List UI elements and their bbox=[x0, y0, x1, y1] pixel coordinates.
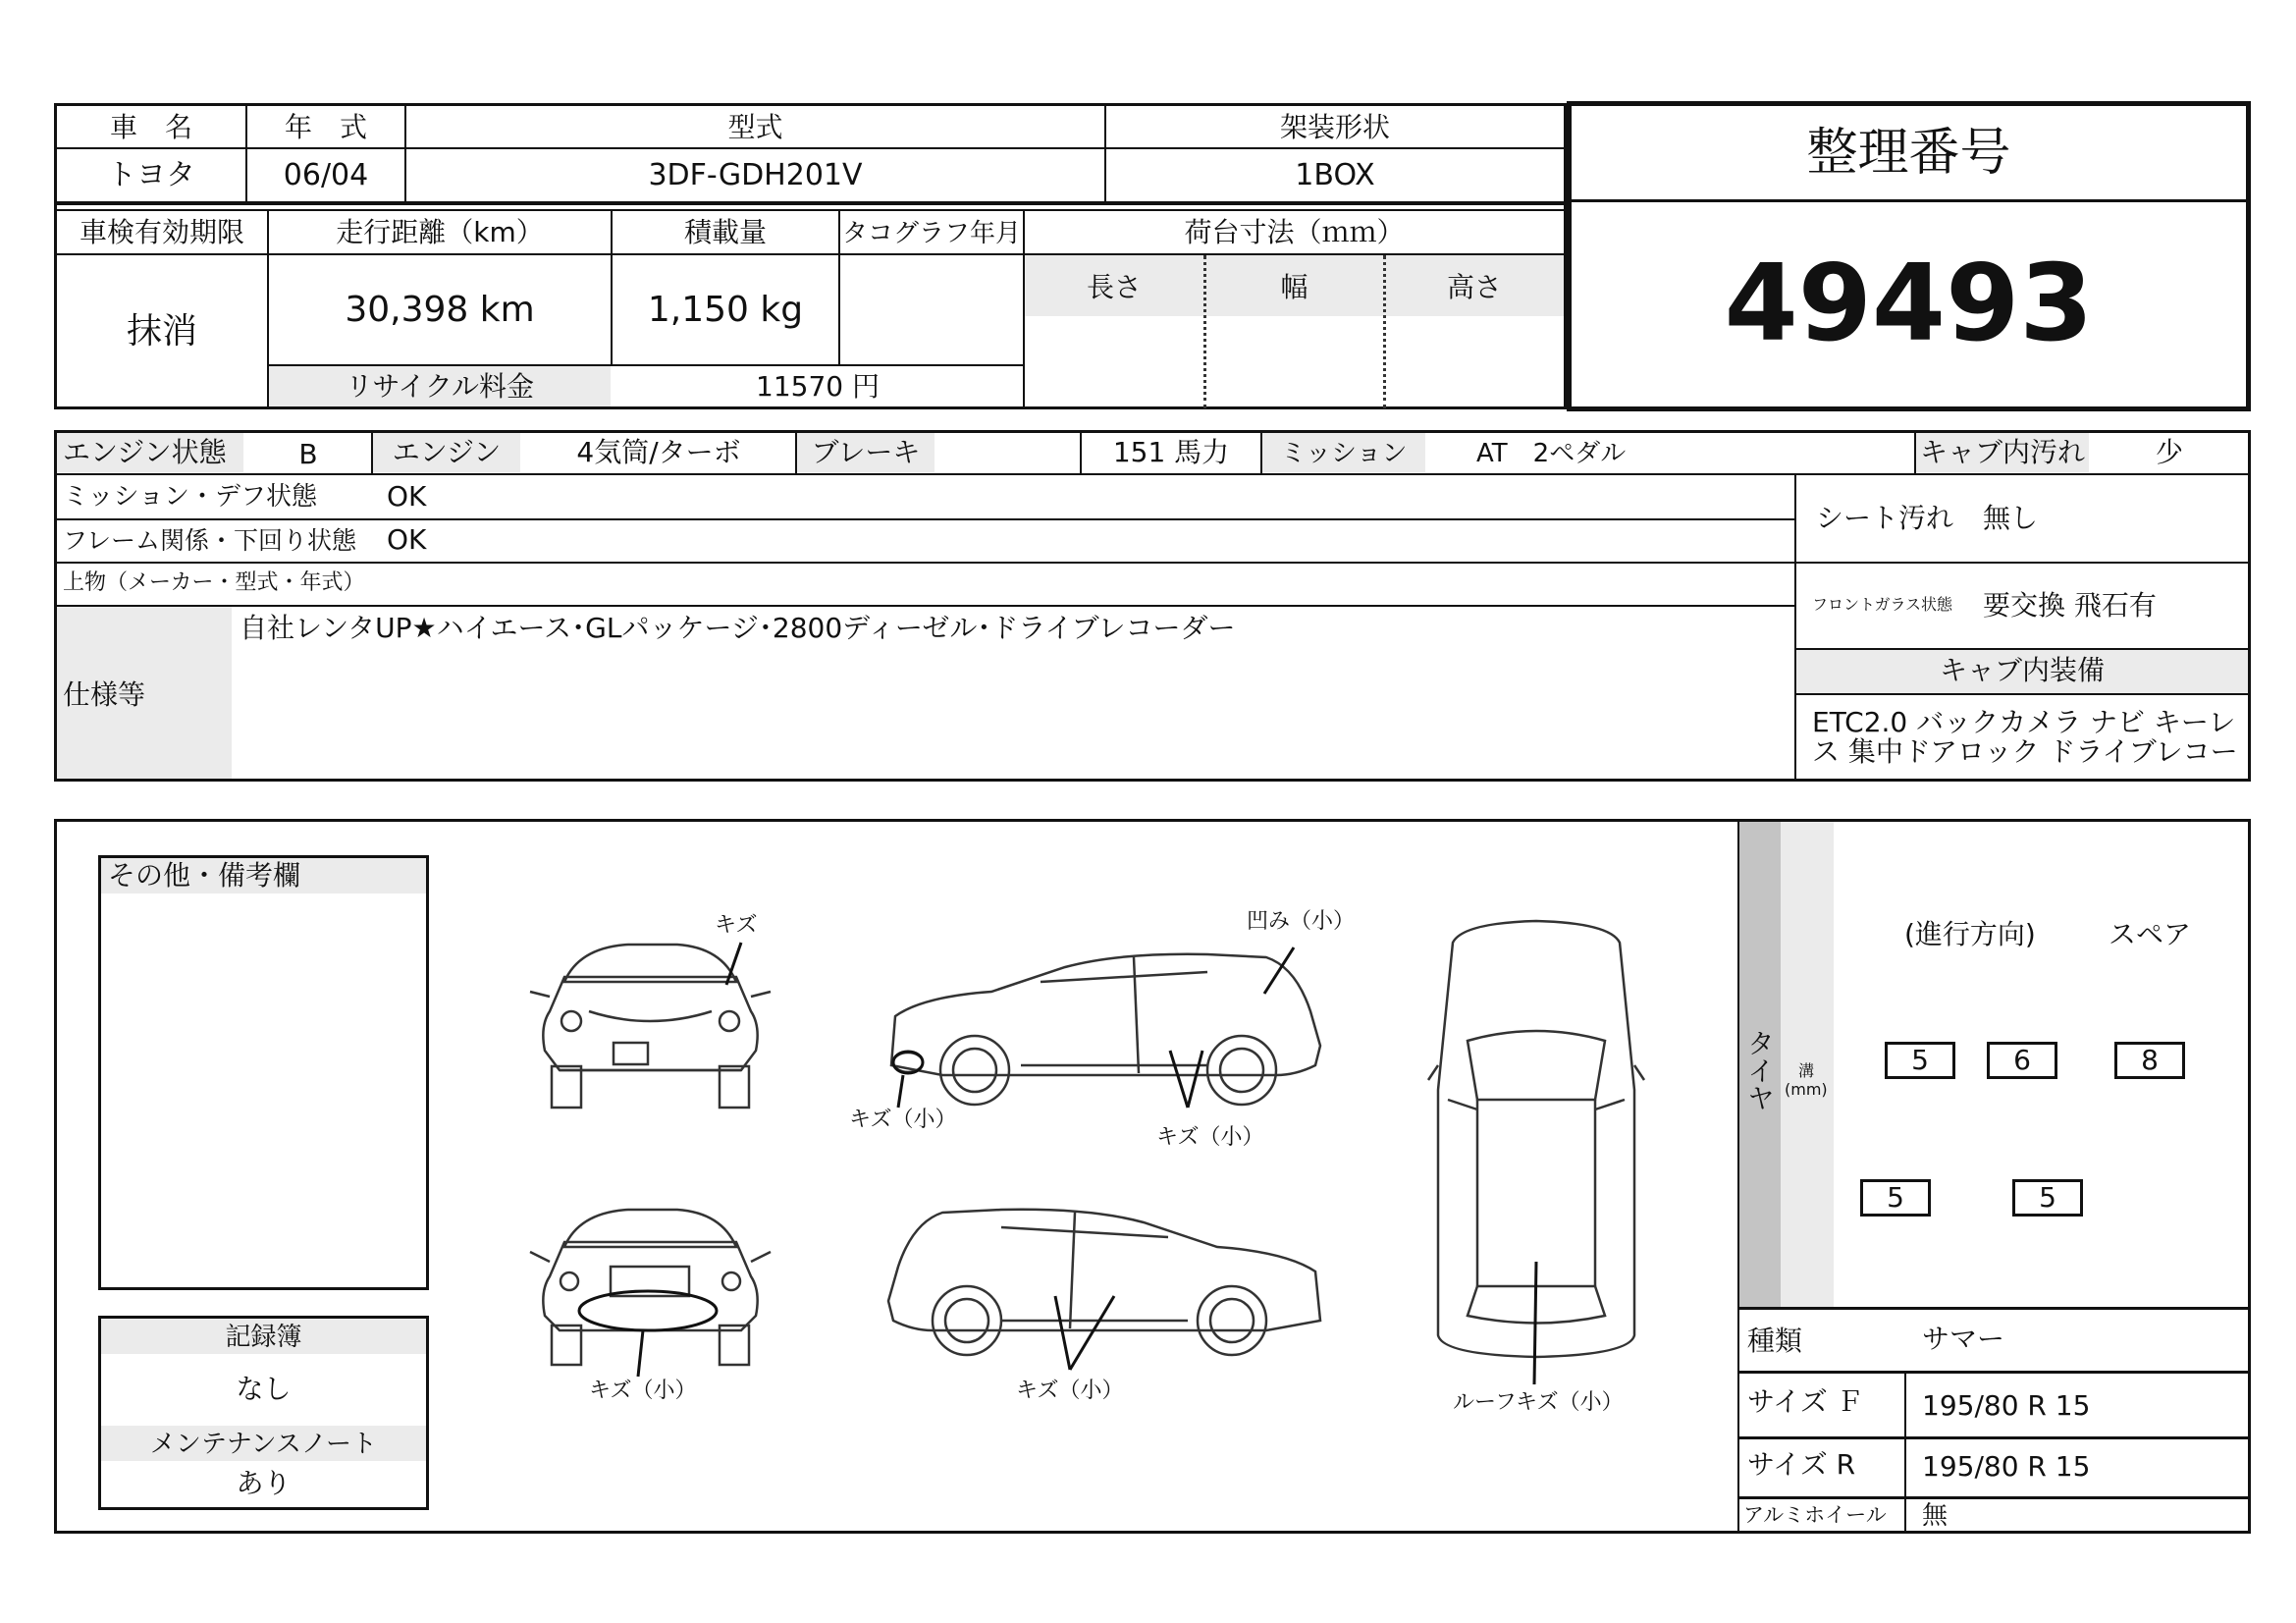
cargo-dim-label: 荷台寸法（ｍｍ） bbox=[1184, 216, 1405, 248]
windshield-value: 要交換 飛石有 bbox=[1983, 589, 2157, 622]
cab-dirt-label: キャブ内汚れ bbox=[1919, 436, 2085, 468]
load-value: 1,150 kg bbox=[647, 290, 804, 330]
year-label: 年 式 bbox=[284, 111, 367, 143]
spec-value: 自社レンタUP★ハイエース･GLパッケージ･2800ディーゼル･ドライブレコーダー bbox=[240, 612, 1236, 644]
frame-value: OK bbox=[387, 523, 427, 556]
engine-value: 4気筒/ターボ bbox=[576, 436, 741, 468]
remarks-label: その他・備考欄 bbox=[108, 859, 301, 892]
cab-equip-label: キャブ内装備 bbox=[1939, 654, 2105, 686]
tire-spare: 8 bbox=[2114, 1042, 2185, 1079]
damage-side-top-front-label: キズ（小） bbox=[849, 1108, 957, 1132]
divider bbox=[1737, 1371, 2251, 1374]
tire-alloy-label: アルミホイール bbox=[1743, 1503, 1887, 1527]
rear-view-car bbox=[530, 1210, 771, 1365]
divider bbox=[1737, 1436, 2251, 1439]
maint-label: メンテナンスノート bbox=[149, 1430, 378, 1459]
year-value: 06/04 bbox=[283, 158, 369, 192]
mission-value: AT 2ペダル bbox=[1476, 439, 1627, 468]
model-label: 型式 bbox=[727, 111, 783, 143]
mission-label: ミッション bbox=[1280, 439, 1408, 468]
car-name-value: トヨタ bbox=[107, 158, 195, 192]
cab-equip-line1: ETC2.0 バックカメラ ナビ キーレ bbox=[1812, 706, 2236, 738]
engine-state-value: B bbox=[298, 438, 318, 470]
horsepower-value: 151 馬力 bbox=[1112, 436, 1230, 468]
brake-label: ブレーキ bbox=[811, 436, 921, 468]
inspection-value: 抹消 bbox=[126, 311, 197, 352]
mission-diff-value: OK bbox=[387, 480, 427, 513]
divider bbox=[1737, 1496, 2251, 1499]
damage-front-label: キズ bbox=[715, 913, 758, 938]
damage-side-top-door-label: キズ（小） bbox=[1156, 1125, 1264, 1150]
engine-state-label: エンジン状態 bbox=[63, 436, 227, 468]
length-label: 長さ bbox=[1086, 271, 1142, 303]
side-view-car-top bbox=[891, 954, 1320, 1105]
side-view-car-bottom bbox=[888, 1210, 1320, 1355]
reference-label: 整理番号 bbox=[1806, 124, 2011, 183]
tire-rear-right: 5 bbox=[2012, 1179, 2083, 1217]
spec-label: 仕様等 bbox=[63, 678, 146, 711]
width-label: 幅 bbox=[1280, 271, 1308, 303]
damage-side-bottom-door-label: キズ（小） bbox=[1016, 1379, 1124, 1403]
damage-side-top-right-label: 凹み（小） bbox=[1247, 909, 1356, 934]
tire-type-label: 種類 bbox=[1747, 1325, 1803, 1357]
reference-number: 49493 bbox=[1724, 243, 2094, 365]
body-value: 1BOX bbox=[1295, 158, 1375, 192]
damage-roof-label: ルーフキズ（小） bbox=[1453, 1390, 1624, 1415]
engine-label: エンジン bbox=[392, 436, 502, 468]
front-view-car bbox=[530, 945, 771, 1108]
cab-equip-line2: ス 集中ドアロック ドライブレコー bbox=[1812, 735, 2238, 768]
tire-label: タイヤ bbox=[1743, 1029, 1776, 1111]
recycle-label: リサイクル料金 bbox=[345, 370, 535, 403]
maint-value: あり bbox=[236, 1467, 292, 1499]
mileage-value: 30,398 km bbox=[345, 290, 535, 330]
record-label: 記録簿 bbox=[225, 1323, 302, 1352]
tachograph-label: タコグラフ年月 bbox=[841, 219, 1021, 248]
frame-label: フレーム関係・下回り状態 bbox=[63, 526, 357, 555]
mission-diff-label: ミッション・デフ状態 bbox=[63, 482, 317, 512]
tire-spare-label: スペア bbox=[2109, 918, 2192, 950]
tire-type-value: サマー bbox=[1922, 1323, 2005, 1355]
tire-size-r-value: 195/80 R 15 bbox=[1922, 1450, 2091, 1483]
tire-groove-label: 溝 bbox=[1798, 1061, 1815, 1080]
mileage-label: 走行距離（km） bbox=[336, 216, 544, 248]
tire-direction-label: (進行方向) bbox=[1904, 918, 2036, 950]
damage-rear-label: キズ（小） bbox=[589, 1379, 697, 1403]
tire-rear-left: 5 bbox=[1860, 1179, 1931, 1217]
divider bbox=[1904, 1371, 1906, 1534]
model-value: 3DF-GDH201V bbox=[648, 158, 863, 192]
upper-label: 上物（メーカー・型式・年式） bbox=[63, 570, 365, 595]
divider bbox=[1737, 1307, 2251, 1310]
tire-front-left: 5 bbox=[1885, 1042, 1955, 1079]
tire-front-right: 6 bbox=[1987, 1042, 2057, 1079]
car-name-label: 車 名 bbox=[109, 111, 192, 143]
inspection-label: 車検有効期限 bbox=[79, 216, 244, 248]
height-label: 高さ bbox=[1446, 271, 1502, 303]
windshield-label: フロントガラス状態 bbox=[1812, 595, 1953, 614]
tire-size-f-value: 195/80 R 15 bbox=[1922, 1389, 2091, 1422]
body-label: 架装形状 bbox=[1279, 111, 1390, 143]
load-label: 積載量 bbox=[683, 216, 767, 248]
recycle-value: 11570 円 bbox=[756, 370, 880, 403]
tire-alloy-value: 無 bbox=[1922, 1501, 1949, 1531]
record-value: なし bbox=[236, 1373, 292, 1405]
seat-dirt-value: 無し bbox=[1983, 502, 2039, 534]
tire-size-r-label: サイズ R bbox=[1747, 1448, 1856, 1481]
tire-size-f-label: サイズ Ｆ bbox=[1747, 1385, 1864, 1418]
tire-groove-unit: (mm) bbox=[1785, 1080, 1828, 1099]
seat-dirt-label: シート汚れ bbox=[1816, 502, 1954, 534]
cab-dirt-value: 少 bbox=[2155, 436, 2183, 468]
damage-markers bbox=[579, 943, 1536, 1384]
